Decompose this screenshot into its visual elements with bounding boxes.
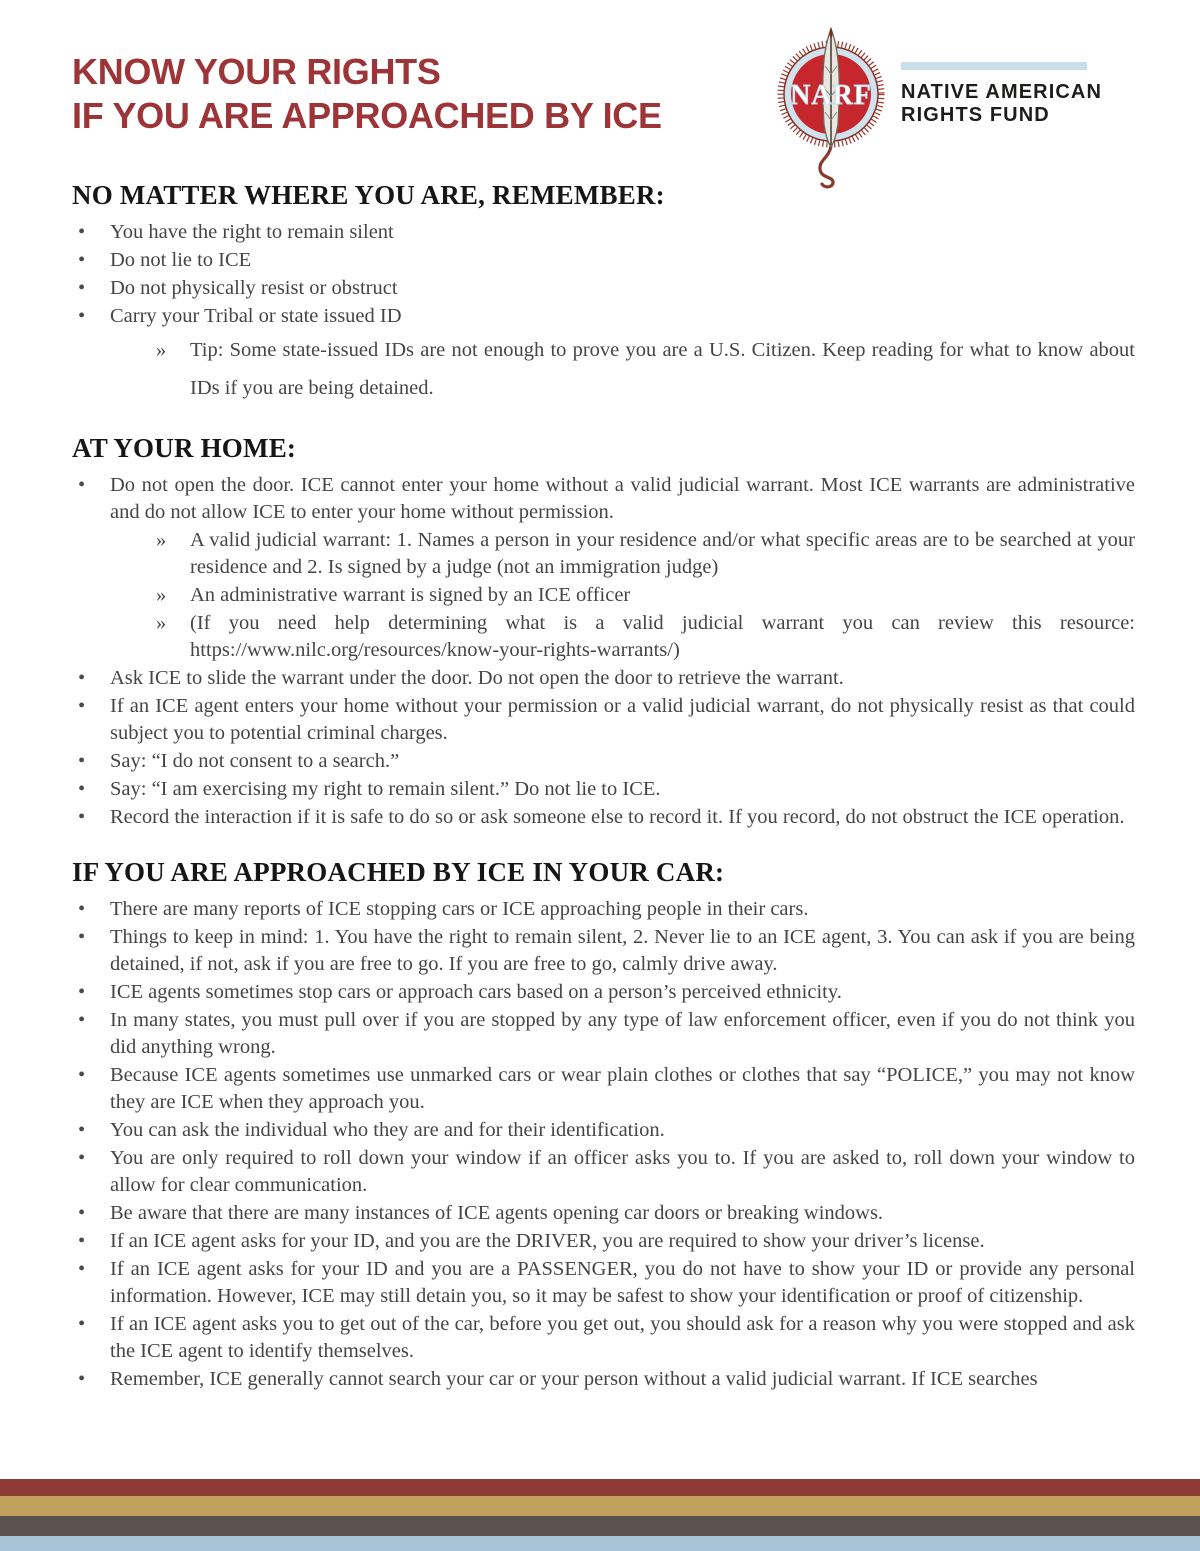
org-name-block (901, 26, 1102, 127)
list-item (72, 665, 1135, 692)
list-item (72, 219, 1135, 246)
document-body (0, 178, 1200, 1393)
list-item-text: You are only required to roll down your window if an officer asks you to. If you are asked to, roll down your window to allow for clear communication. (110, 1147, 1135, 1196)
bullet-icon: • (78, 1230, 86, 1252)
list-item-text: Record the interaction if it is safe to do so or ask someone else to record it. If you record, do not obstruct the ICE operation. (110, 806, 1125, 828)
list-item (72, 1007, 1135, 1061)
list-item-text: Because ICE agents sometimes use unmarked cars or wear plain clothes or clothes that say “POLICE,” you may not know they are ICE when they approach you. (110, 1064, 1135, 1113)
list-item (72, 1117, 1135, 1144)
list-item (72, 1062, 1135, 1116)
list-item-text: ICE agents sometimes stop cars or approach cars based on a person’s perceived ethnicity. (110, 981, 842, 1003)
footer-stripe-red (0, 1479, 1200, 1496)
list-item-text: If an ICE agent enters your home without your permission or a valid judicial warrant, do not physically resist as that could subject you to potential criminal charges. (110, 695, 1135, 744)
bullet-list (72, 219, 1135, 407)
bullet-icon: • (78, 806, 86, 828)
section-heading: NO MATTER WHERE YOU ARE, REMEMBER: (72, 180, 665, 210)
bullet-icon: • (78, 750, 86, 772)
list-item-text: Remember, ICE generally cannot search your car or your person without a valid judicial warrant. If ICE searches (110, 1368, 1038, 1390)
org-name-line-1: NATIVE AMERICAN (901, 81, 1102, 103)
list-item-text: You can ask the individual who they are and for their identification. (110, 1119, 665, 1141)
list-item (72, 1256, 1135, 1310)
list-item-text: Be aware that there are many instances of ICE agents opening car doors or breaking windows. (110, 1202, 884, 1224)
bullet-icon: • (78, 1258, 86, 1280)
list-item (72, 275, 1135, 302)
list-item (72, 331, 1135, 407)
list-item (72, 582, 1135, 609)
bullet-icon: • (78, 778, 86, 800)
list-item (72, 979, 1135, 1006)
bullet-icon: • (78, 981, 86, 1003)
bullet-icon: • (78, 1313, 86, 1335)
list-item (72, 693, 1135, 747)
list-item-text: If an ICE agent asks for your ID, and you are the DRIVER, you are required to show your driver’s license. (110, 1230, 985, 1252)
bullet-icon: • (78, 695, 86, 717)
bullet-list (72, 472, 1135, 831)
bullet-icon: • (78, 1119, 86, 1141)
bullet-icon: • (78, 1368, 86, 1390)
list-item (72, 804, 1135, 831)
list-item (72, 776, 1135, 803)
footer-stripe-gold (0, 1496, 1200, 1516)
list-item-text: Say: “I do not consent to a search.” (110, 750, 400, 772)
list-item (72, 1145, 1135, 1199)
narf-seal-icon (774, 26, 889, 190)
sub-bullet-icon: » (156, 529, 167, 551)
list-item (72, 303, 1135, 330)
title-line-2: IF YOU ARE APPROACHED BY ICE (72, 95, 662, 136)
bullet-icon: • (78, 1064, 86, 1086)
bullet-icon: • (78, 1009, 86, 1031)
bullet-icon: • (78, 926, 86, 948)
list-item (72, 472, 1135, 526)
list-item (72, 247, 1135, 274)
sub-bullet-icon: » (156, 612, 167, 634)
list-item (72, 1200, 1135, 1227)
list-item (72, 1228, 1135, 1255)
title-line-1: KNOW YOUR RIGHTS (72, 51, 441, 92)
list-item (72, 896, 1135, 923)
list-item (72, 924, 1135, 978)
list-item-text: Things to keep in mind: 1. You have the right to remain silent, 2. Never lie to an ICE agent, 3. You can ask if you are being detained, if not, ask if you are free to go. If you are free to go, calmly drive away. (110, 926, 1135, 975)
list-item-text: (If you need help determining what is a valid judicial warrant you can review this resource: https://www.nilc.org/resources/know-your-rights-warrants/) (190, 612, 1135, 661)
list-item-text: Tip: Some state-issued IDs are not enough to prove you are a U.S. Citizen. Keep reading for what to know about IDs if you are being detained. (190, 339, 1135, 399)
list-item-text: Carry your Tribal or state issued ID (110, 305, 402, 327)
list-item-text: An administrative warrant is signed by an ICE officer (190, 584, 631, 606)
list-item-text: If an ICE agent asks for your ID and you are a PASSENGER, you do not have to show your ID or provide any personal information. However, ICE may still detain you, so it may be safest to show your identification or proof of citizenship. (110, 1258, 1135, 1307)
logo-accent-bar (901, 62, 1087, 70)
list-item-text: Ask ICE to slide the warrant under the door. Do not open the door to retrieve the warrant. (110, 667, 844, 689)
org-name-line-2: RIGHTS FUND (901, 104, 1050, 126)
bullet-list (72, 896, 1135, 1393)
org-name (901, 81, 1102, 127)
list-item-text: There are many reports of ICE stopping cars or ICE approaching people in their cars. (110, 898, 809, 920)
bullet-icon: • (78, 277, 86, 299)
sub-bullet-icon: » (156, 584, 167, 606)
narf-logo (774, 26, 1102, 190)
section-heading: IF YOU ARE APPROACHED BY ICE IN YOUR CAR: (72, 857, 725, 887)
list-item (72, 527, 1135, 581)
bullet-icon: • (78, 667, 86, 689)
list-item-text: Do not physically resist or obstruct (110, 277, 398, 299)
section-ice-in-your-car (72, 855, 1135, 1393)
bullet-icon: • (78, 1147, 86, 1169)
section-heading: AT YOUR HOME: (72, 433, 297, 463)
footer-stripe-blue (0, 1536, 1200, 1551)
bullet-icon: • (78, 305, 86, 327)
footer-stripes (0, 1479, 1200, 1551)
list-item-text: A valid judicial warrant: 1. Names a person in your residence and/or what specific areas are to be searched at your residence and 2. Is signed by a judge (not an immigration judge) (190, 529, 1135, 578)
header (0, 0, 1200, 148)
section-at-your-home (72, 431, 1135, 831)
bullet-icon: • (78, 1202, 86, 1224)
footer-stripe-gray (0, 1516, 1200, 1536)
sub-bullet-icon: » (156, 339, 167, 361)
list-item-text: Say: “I am exercising my right to remain silent.” Do not lie to ICE. (110, 778, 661, 800)
section-no-matter-where (72, 178, 1135, 407)
list-item (72, 1366, 1135, 1393)
list-item-text: If an ICE agent asks you to get out of the car, before you get out, you should ask for a reason why you were stopped and ask the ICE agent to identify themselves. (110, 1313, 1135, 1362)
bullet-icon: • (78, 221, 86, 243)
list-item-text: You have the right to remain silent (110, 221, 394, 243)
list-item-text: Do not open the door. ICE cannot enter your home without a valid judicial warrant. Most ICE warrants are administrative and do not allow ICE to enter your home without permission. (110, 474, 1135, 523)
bullet-icon: • (78, 898, 86, 920)
bullet-icon: • (78, 474, 86, 496)
bullet-icon: • (78, 249, 86, 271)
list-item-text: In many states, you must pull over if you are stopped by any type of law enforcement officer, even if you do not think you did anything wrong. (110, 1009, 1135, 1058)
feather-string (820, 146, 833, 187)
list-item-text: Do not lie to ICE (110, 249, 252, 271)
list-item (72, 1311, 1135, 1365)
list-item (72, 610, 1135, 664)
list-item (72, 748, 1135, 775)
narf-acronym: NARF (790, 80, 872, 111)
